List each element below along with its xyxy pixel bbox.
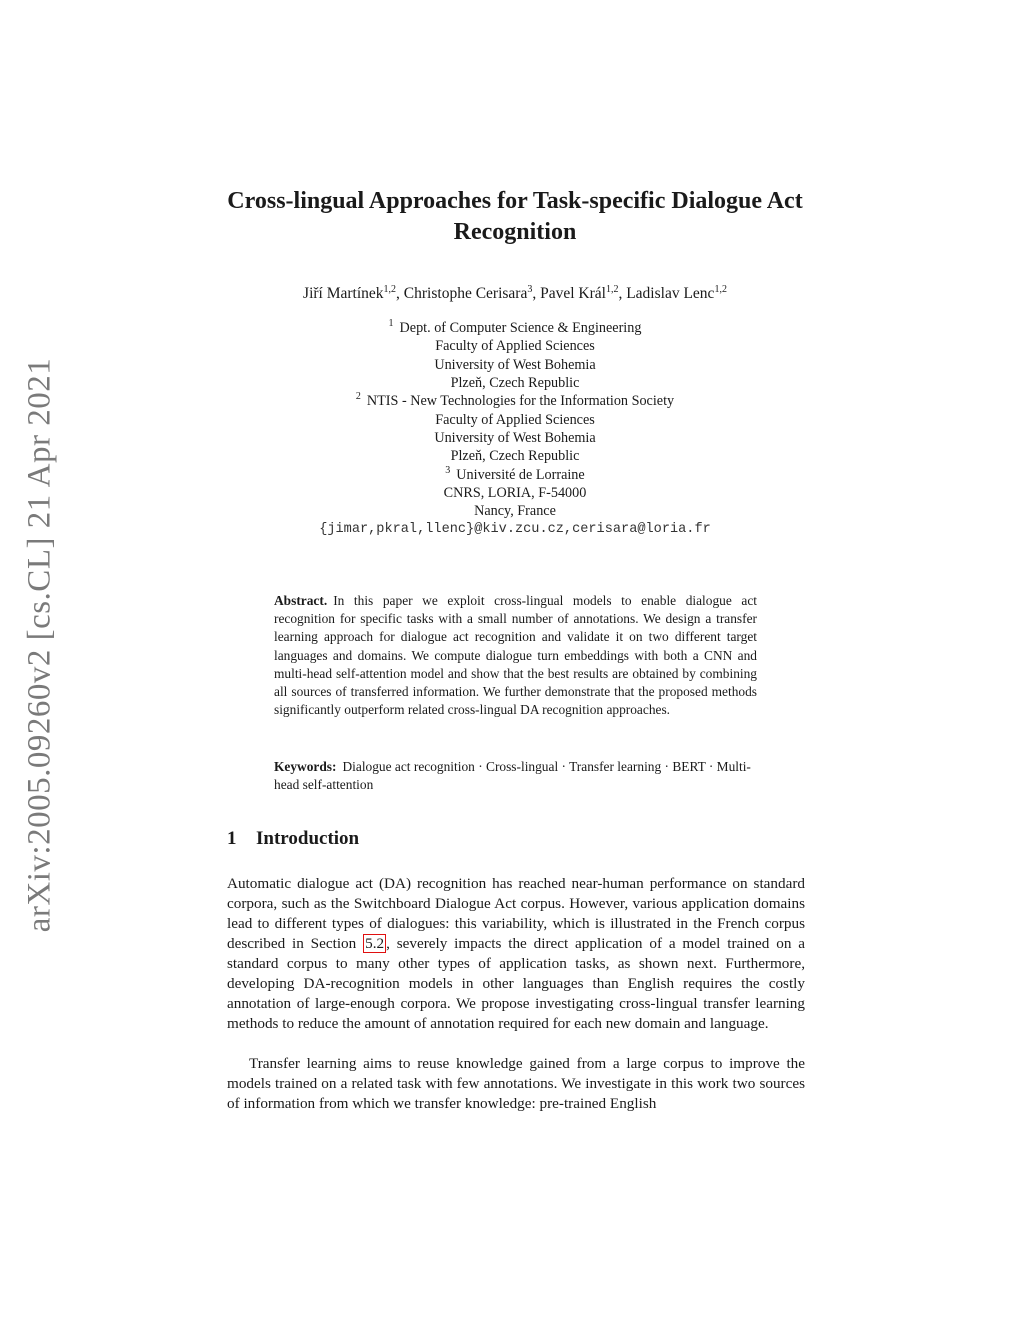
- affiliation-marker: 2: [355, 391, 361, 403]
- section-number: 1: [227, 828, 237, 849]
- author-name: Pavel Král: [540, 285, 606, 302]
- paper-title: [200, 186, 830, 248]
- author-name: Jiří Martínek: [303, 285, 384, 302]
- affiliation-line: University of West Bohemia: [434, 430, 596, 447]
- affiliation-line: CNRS, LORIA, F-54000: [443, 485, 587, 502]
- affiliation-line: Nancy, France: [474, 503, 556, 520]
- affiliation-line: Plzeň, Czech Republic: [450, 375, 580, 392]
- author-affil-marker: 1,2: [714, 284, 727, 295]
- author-affil-marker: 1,2: [383, 284, 397, 295]
- section-reference-link[interactable]: 5.2: [365, 935, 385, 952]
- affiliations-block: [180, 319, 850, 539]
- author-list: Jiří Martínek$^{1,2}$, Christophe Cerisara$^3$, Pavel Král$^{1,2}$, Ladislav Lenc$^{1,2}$: [303, 284, 727, 302]
- author-name: Ladislav Lenc: [626, 285, 715, 302]
- affiliation-marker: 1: [388, 318, 394, 329]
- affiliation-line: $^3$ Université de Lorraine: [445, 464, 585, 483]
- author-name: Christophe Cerisara: [403, 285, 528, 302]
- author-affil-marker: 1,2: [605, 284, 619, 295]
- section-title: Introduction: [256, 828, 360, 849]
- affiliation-line: Faculty of Applied Sciences: [435, 411, 595, 428]
- affiliation-marker: 3: [445, 464, 451, 476]
- arxiv-identifier: arXiv:2005.09260v2 [cs.CL] 21 Apr 2021: [21, 357, 58, 933]
- affiliation-line: University of West Bohemia: [434, 356, 596, 373]
- keywords-label: Keywords:: [274, 759, 337, 774]
- affiliation-line: $^2$ NTIS - New Technologies for the Information Society: [355, 391, 675, 410]
- affiliation-line: $^1$ Dept. of Computer Science & Engineering: [388, 318, 642, 336]
- author-emails: {jimar,pkral,llenc}@kiv.zcu.cz,cerisara@loria.fr: [319, 521, 711, 537]
- abstract: [274, 592, 757, 719]
- affiliation-line: Plzeň, Czech Republic: [450, 448, 580, 465]
- intro-paragraph-2: Transfer learning aims to reuse knowledge gained from a large corpus to improve the models trained on a related task with few annotations. We investigate in this work two sources of information from which we transfer knowledge: pre-trained English: [227, 1055, 805, 1112]
- title-line-2: Recognition: [453, 219, 577, 245]
- keywords-text: Dialogue act recognition · Cross-lingual · Transfer learning · BERT · Multi-head self-attention: [274, 759, 751, 793]
- author-affil-marker: 3: [527, 284, 533, 295]
- keywords: [274, 758, 757, 794]
- title-line-1: Cross-lingual Approaches for Task-specific Dialogue Act: [227, 188, 803, 214]
- intro-paragraph-1: Automatic dialogue act (DA) recognition has reached near-human performance on standard corpora, such as the Switchboard Dialogue Act corpus. However, various application domains lead to different types of dialogues: this variability, which is illustrated in the French corpus described in Section 5.2 , severely impacts the direct application of a model trained on a standard corpus to many other types of application tasks, as shown next. Furthermore, developing DA-recognition models in other languages than English requires the costly annotation of large-enough corpora. We propose investigating cross-lingual transfer learning methods to reduce the amount of annotation required for each new domain and language.: [227, 875, 806, 1032]
- affiliation-line: Faculty of Applied Sciences: [435, 338, 595, 355]
- abstract-text: In this paper we exploit cross-lingual models to enable dialogue act recognition for specific tasks with a small number of annotations. We design a transfer learning approach for dialogue act recognition and validate it on two different target languages and domains. We compute dialogue turn embeddings with both a CNN and multi-head self-attention model and show that the best results are obtained by combining all sources of transferred information. We further demonstrate that the proposed methods significantly outperform related cross-lingual DA recognition approaches.: [274, 593, 757, 718]
- abstract-label: Abstract.: [274, 593, 328, 608]
- section-heading: [227, 828, 359, 850]
